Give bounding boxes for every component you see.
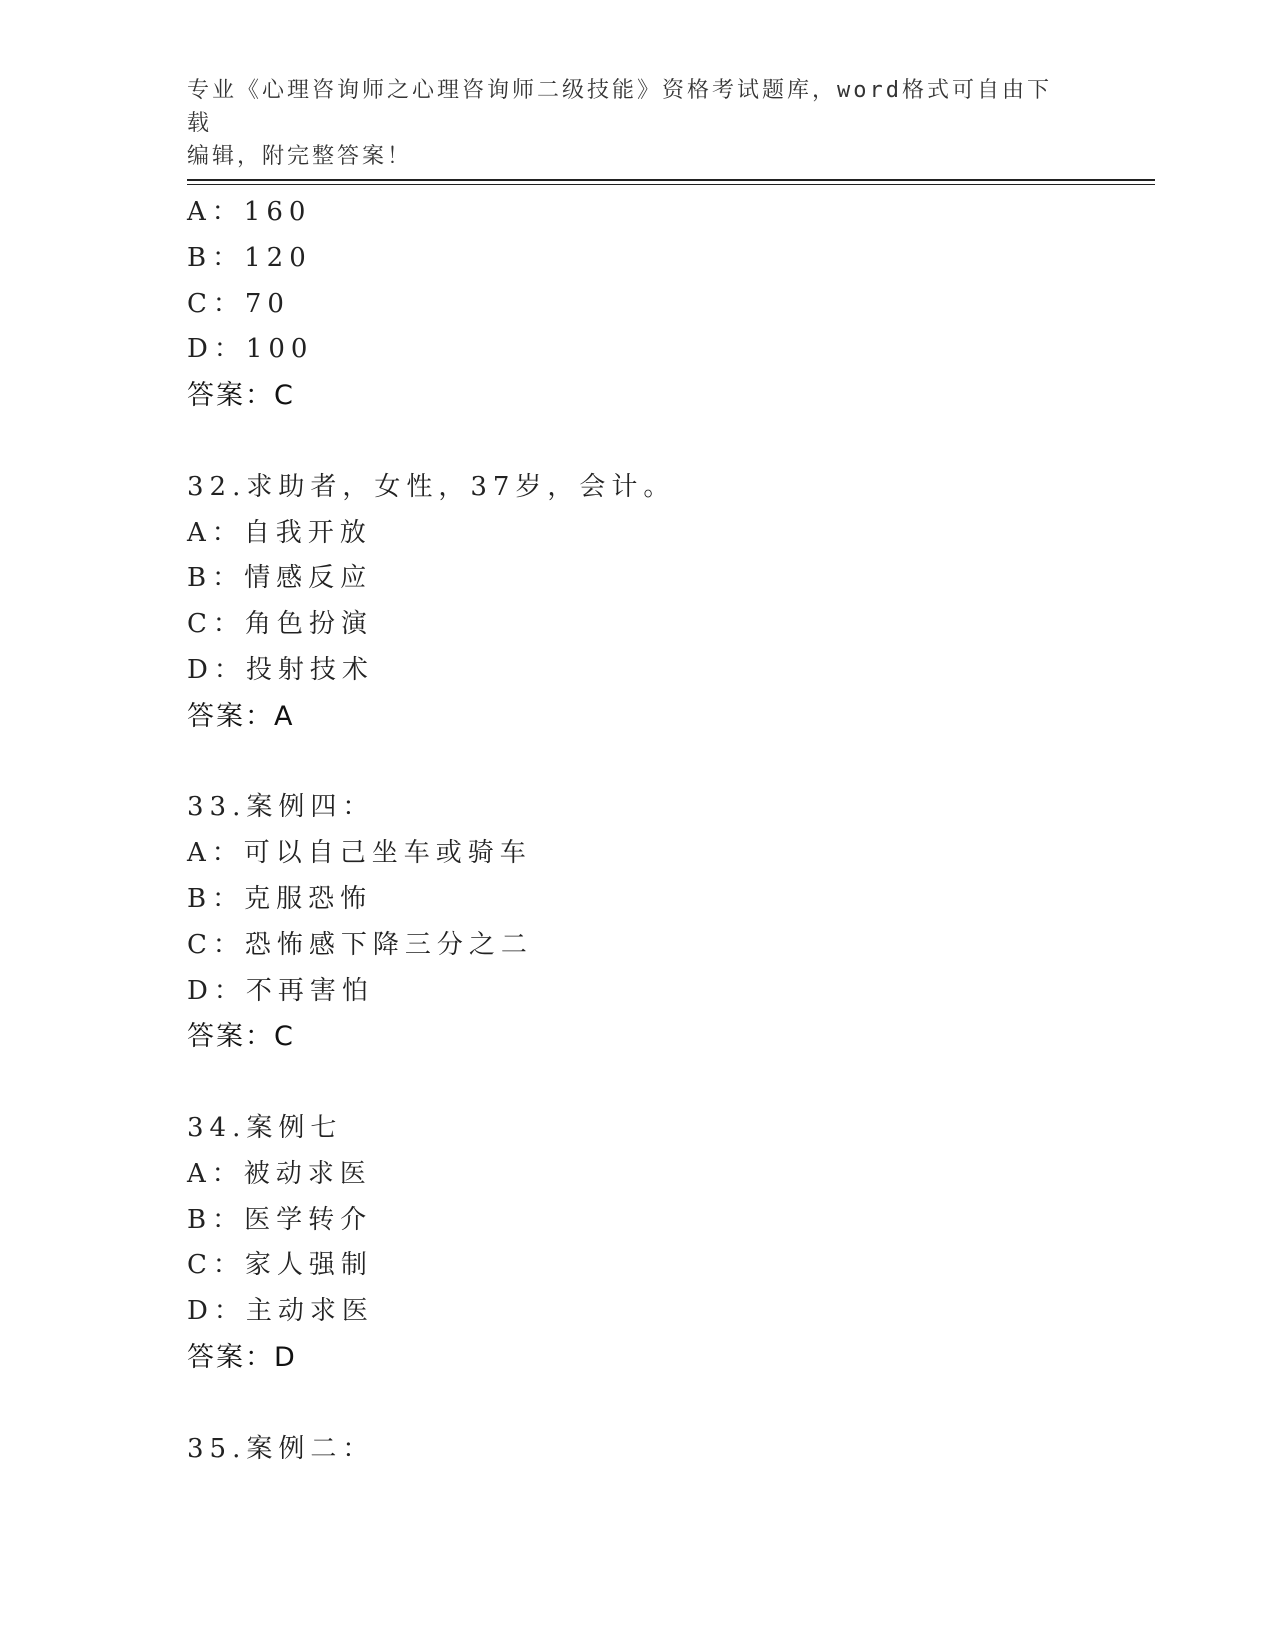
document-header [187,74,1067,173]
option-a: A：可以自己坐车或骑车 [187,838,532,869]
question-list [187,190,1155,1472]
option-d: D：不再害怕 [187,975,374,1006]
option-d: D：投射技术 [187,654,374,685]
spacer [187,1381,1155,1427]
answer-line: 答案：C [187,380,295,412]
question-34 [187,1106,1155,1381]
option-c: C：角色扮演 [187,609,373,640]
header-line-2: 编辑，附完整答案！ [187,144,413,169]
option-b: B：情感反应 [187,563,373,594]
question-title: 34.案例七 [187,1112,343,1143]
question-title: 33.案例四： [187,792,375,823]
question-32 [187,465,1155,740]
question-31-partial [187,190,1155,419]
question-title: 32.求助者，女性，37岁，会计。 [187,471,676,502]
option-d: D：100 [187,334,314,365]
option-b: B：120 [187,242,312,273]
answer-line: 答案：D [187,1341,297,1373]
option-a: A：自我开放 [187,517,372,548]
option-a: A：160 [187,197,312,227]
header-line-1: 专业《心理咨询师之心理咨询师二级技能》资格考试题库，word格式可自由下载 [187,78,1052,136]
question-title: 35.案例二： [187,1433,375,1464]
option-c: C：恐怖感下降三分之二 [187,929,533,960]
question-33 [187,785,1155,1060]
answer-line: 答案：C [187,1021,295,1053]
spacer [187,1060,1155,1106]
option-a: A：被动求医 [187,1158,372,1189]
option-b: B：克服恐怖 [187,883,373,914]
spacer [187,740,1155,786]
option-d: D：主动求医 [187,1296,374,1327]
option-c: C：70 [187,288,290,319]
spacer [187,419,1155,465]
header-divider [187,179,1155,185]
answer-line: 答案：A [187,700,295,732]
option-c: C：家人强制 [187,1250,373,1281]
option-b: B：医学转介 [187,1204,373,1235]
question-35 [187,1427,1155,1473]
